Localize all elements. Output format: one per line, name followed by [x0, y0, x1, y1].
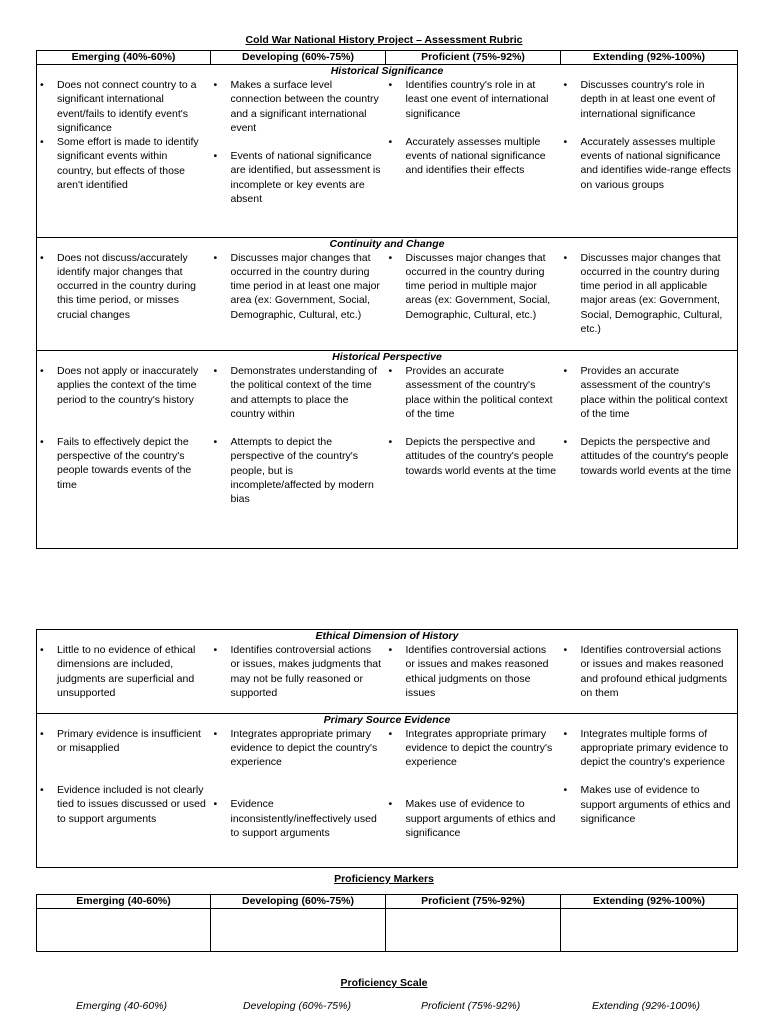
criterion: • Primary evidence is insufficient or misapplied [57, 727, 207, 756]
criterion: • Does not apply or inaccurately applies the context of the time period to the country's history [57, 364, 207, 407]
criterion: • Evidence included is not clearly tied to issues discussed or used to support arguments [57, 783, 207, 826]
criteria-cell [386, 643, 561, 713]
marker-header-proficient: Proficient (75%-92%) [386, 895, 561, 909]
criterion: • Provides an accurate assessment of the country's place within the political context of the time [581, 364, 734, 421]
scale-proficient: Proficient (75%-92%) [421, 1000, 521, 1012]
criteria-cell [37, 364, 211, 548]
criteria-cell [211, 364, 386, 548]
criterion: • Does not discuss/accurately identify major changes that occurred in the country during this time period, or misses crucial changes [57, 251, 207, 322]
marker-cell[interactable] [561, 909, 738, 952]
criterion: • Identifies controversial actions or issues and makes reasoned ethical judgments on those issues [406, 643, 557, 700]
criteria-cell [37, 251, 211, 351]
criteria-cell [211, 727, 386, 868]
marker-cell[interactable] [211, 909, 386, 952]
criterion: • Makes use of evidence to support arguments of ethics and significance [581, 783, 734, 826]
level-header-emerging: Emerging (40%-60%) [37, 51, 211, 65]
criterion: • Identifies country's role in at least one event of international significance [406, 78, 557, 121]
level-header-proficient: Proficient (75%-92%) [386, 51, 561, 65]
criteria-cell [561, 643, 738, 713]
rubric-table-2 [36, 629, 738, 868]
criterion: • Accurately assesses multiple events of national significance and identifies their effects [406, 135, 557, 178]
section-title: Continuity and Change [37, 237, 738, 251]
criterion: • Integrates appropriate primary evidence to depict the country's experience [406, 727, 557, 770]
marker-cell[interactable] [386, 909, 561, 952]
criterion: • Discusses country's role in depth in at least one event of international significance [581, 78, 734, 121]
criterion: • Depicts the perspective and attitudes of the country's people towards world events at the time [581, 435, 734, 478]
criterion: • Identifies controversial actions or issues and makes reasoned and profound ethical judgments on them [581, 643, 734, 700]
criteria-cell [211, 643, 386, 713]
level-header-extending: Extending (92%-100%) [561, 51, 738, 65]
criterion: • Events of national significance are identified, but assessment is incomplete or key events are absent [231, 149, 382, 206]
criterion: • Makes a surface level connection between the country and a significant international event [231, 78, 382, 135]
criterion: • Some effort is made to identify significant events within country, but effects of those aren't identified [57, 135, 207, 192]
criteria-cell [37, 78, 211, 237]
criterion: • Little to no evidence of ethical dimensions are included, judgments are superficial and unsupported [57, 643, 207, 700]
criteria-cell [37, 643, 211, 713]
criterion: • Makes use of evidence to support arguments of ethics and significance [406, 797, 557, 840]
proficiency-markers-table [36, 894, 738, 952]
marker-header-developing: Developing (60%-75%) [211, 895, 386, 909]
section-title: Primary Source Evidence [37, 713, 738, 727]
level-header-developing: Developing (60%-75%) [211, 51, 386, 65]
criteria-cell [37, 727, 211, 868]
criteria-cell [386, 251, 561, 351]
scale-extending: Extending (92%-100%) [592, 1000, 700, 1012]
section-title: Historical Perspective [37, 351, 738, 365]
criterion: • Provides an accurate assessment of the country's place within the political context of the time [406, 364, 557, 421]
criterion: • Identifies controversial actions or issues, makes judgments that may not be fully reasoned or supported [231, 643, 382, 700]
rubric-table-1 [36, 50, 738, 549]
criteria-cell [561, 727, 738, 868]
criterion: • Attempts to depict the perspective of the country's people, but is incomplete/affected by modern bias [231, 435, 382, 506]
criteria-cell [386, 364, 561, 548]
criterion: • Discusses major changes that occurred in the country during time period in at least one major area (ex: Government, Social, Demographic, Cultural, etc.) [231, 251, 382, 322]
criterion: • Accurately assesses multiple events of national significance and identifies wide-range effects on various groups [581, 135, 734, 192]
criteria-cell [561, 364, 738, 548]
criterion: • Discusses major changes that occurred in the country during time period in multiple major areas (ex: Government, Social, Demographic, Cultural, etc.) [406, 251, 557, 322]
criteria-cell [561, 251, 738, 351]
criteria-cell [211, 78, 386, 237]
criterion: • Discusses major changes that occurred in the country during time period in all applicable major areas (ex: Government, Social, Demographic, Cultural, etc.) [581, 251, 734, 337]
criterion: • Does not connect country to a significant international event/fails to identify event's significance [57, 78, 207, 135]
marker-header-extending: Extending (92%-100%) [561, 895, 738, 909]
marker-header-emerging: Emerging (40-60%) [37, 895, 211, 909]
criterion: • Depicts the perspective and attitudes of the country's people towards world events at the time [406, 435, 557, 478]
section-title: Ethical Dimension of History [37, 630, 738, 644]
criterion: • Fails to effectively depict the perspective of the country's people towards events of the time [57, 435, 207, 492]
scale-developing: Developing (60%-75%) [243, 1000, 351, 1012]
criteria-cell [211, 251, 386, 351]
proficiency-markers-title: Proficiency Markers [334, 873, 434, 885]
criteria-cell [561, 78, 738, 237]
criteria-cell [386, 78, 561, 237]
criterion: • Integrates appropriate primary evidence to depict the country's experience [231, 727, 382, 770]
rubric-title: Cold War National History Project – Assessment Rubric [245, 34, 523, 46]
criteria-cell [386, 727, 561, 868]
criterion: • Integrates multiple forms of appropriate primary evidence to depict the country's experience [581, 727, 734, 770]
criterion: • Evidence inconsistently/ineffectively used to support arguments [231, 797, 382, 840]
scale-emerging: Emerging (40-60%) [76, 1000, 168, 1012]
marker-cell[interactable] [37, 909, 211, 952]
criterion: • Demonstrates understanding of the political context of the time and attempts to place the country within [231, 364, 382, 421]
proficiency-scale-title: Proficiency Scale [340, 977, 428, 989]
section-title: Historical Significance [37, 65, 738, 79]
